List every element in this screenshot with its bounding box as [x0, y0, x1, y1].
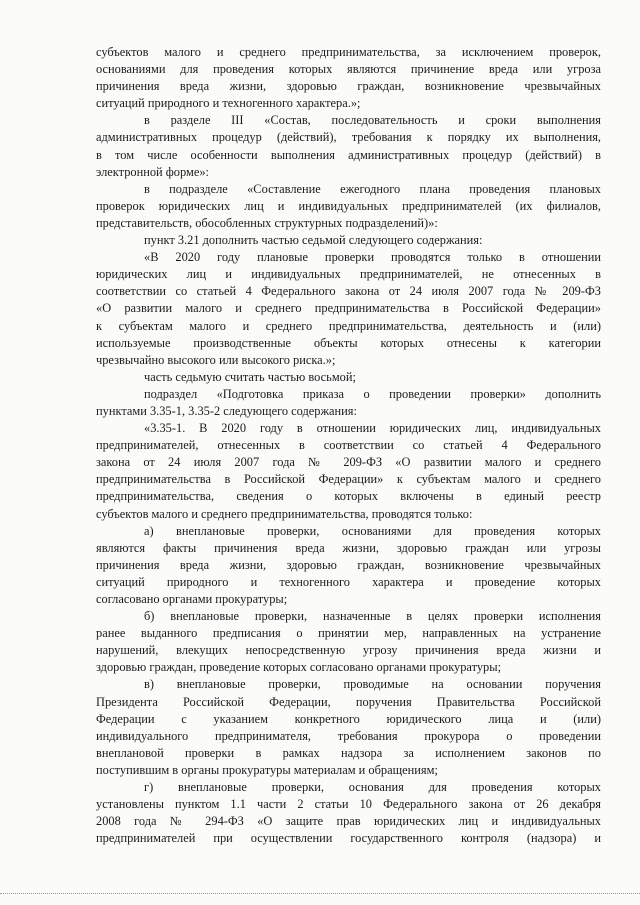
text-line: чрезвычайно высокого или высокого риска.»; [96, 352, 336, 367]
document-body [96, 44, 601, 847]
paragraph [96, 676, 601, 779]
text-line: электронной форме»: [96, 164, 209, 179]
page-bottom-edge [0, 893, 640, 894]
paragraph [96, 608, 601, 676]
text-line: «В 2020 году плановые проверки проводятся только в отношении [144, 250, 601, 265]
text-line: являются факты причинения вреда жизни, здоровью граждан или угрозы [96, 540, 601, 555]
text-line: используемые производственные объекты которых отнесены к категории [96, 335, 601, 350]
text-line: причинения вреда жизни, здоровью граждан, возникновение чрезвычайных [96, 557, 601, 572]
text-line: предпринимательства в Российской Федерации» к субъектам малого и среднего [96, 472, 601, 487]
text-line: установлены пунктом 1.1 части 2 статьи 10 Федерального закона от 26 декабря [96, 797, 601, 812]
paragraph [96, 44, 601, 112]
paragraph [96, 112, 601, 180]
paragraph [96, 369, 601, 386]
text-line: часть седьмую считать частью восьмой; [144, 369, 356, 384]
text-line: в том числе особенности выполнения административных процедур (действий) в [96, 147, 601, 162]
text-line: здоровью граждан, проведение которых согласовано органами прокуратуры; [96, 660, 502, 675]
text-line: предпринимателей при осуществлении государственного контроля (надзора) и [96, 831, 601, 846]
text-line: административных процедур (действий), требования к порядку их выполнения, [96, 130, 601, 145]
text-line: согласовано органами прокуратуры; [96, 592, 288, 606]
text-line: соответствии со статьей 4 Федерального закона от 24 июля 2007 года № 209-ФЗ [96, 284, 601, 299]
text-line: «3.35-1. В 2020 году в отношении юридических лиц, индивидуальных [144, 421, 601, 436]
text-line: представительств, обособленных структурных подразделений)»: [96, 215, 438, 230]
text-line: к субъектам малого и среднего предпринимательства, деятельность и (или) [96, 318, 601, 333]
text-line: Президента Российской Федерации, поручения Правительства Российской [96, 694, 601, 709]
text-line: поступившим в органы прокуратуры материалам и обращениям; [96, 762, 438, 777]
text-line: подраздел «Подготовка приказа о проведении проверки» дополнить [144, 386, 601, 401]
text-line: в подразделе «Составление ежегодного плана проведения плановых [144, 181, 601, 196]
text-line: б) внеплановые проверки, назначенные в целях проверки исполнения [144, 609, 601, 624]
text-line: закона от 24 июля 2007 года № 209-ФЗ «О развитии малого и среднего [96, 455, 601, 470]
paragraph [96, 420, 601, 523]
text-line: проверок юридических лиц и индивидуальных предпринимателей (их филиалов, [96, 198, 601, 213]
text-line: пунктами 3.35-1, 3.35-2 следующего содержания: [96, 403, 357, 418]
text-line: субъектов малого и среднего предпринимательства, за исключением проверок, [96, 45, 601, 59]
text-line: «О развитии малого и среднего предпринимательства в Российской Федерации» [96, 301, 601, 316]
text-line: основаниями для проведения которых являются причинение вреда или угроза [96, 62, 601, 77]
paragraph [96, 779, 601, 847]
text-line: а) внеплановые проверки, основаниями для проведения которых [144, 523, 601, 538]
text-line: 2008 года № 294-ФЗ «О защите прав юридических лиц и индивидуальных [96, 814, 601, 829]
text-line: внеплановой проверки в рамках надзора за исполнением законов по [96, 745, 601, 760]
paragraph [96, 386, 601, 420]
text-line: субъектов малого и среднего предпринимательства, проводятся только: [96, 506, 473, 521]
text-line: предпринимателей, отнесенных в соответствии со статьей 4 Федерального [96, 438, 601, 453]
text-line: в) внеплановые проверки, проводимые на основании поручения [144, 677, 601, 692]
paragraph [96, 249, 601, 369]
paragraph [96, 232, 601, 249]
text-line: юридических лиц и индивидуальных предпринимателей, не отнесенных в [96, 267, 601, 282]
text-line: г) внеплановые проверки, основания для проведения которых [144, 780, 601, 795]
paragraph [96, 181, 601, 232]
text-line: в разделе III «Состав, последовательность и сроки выполнения [144, 113, 601, 128]
text-line: пункт 3.21 дополнить частью седьмой следующего содержания: [144, 233, 483, 248]
text-line: нарушений, влекущих непосредственную угрозу причинения вреда жизни и [96, 643, 601, 658]
text-line: Федерации с указанием конкретного юридического лица и (или) [96, 711, 601, 726]
text-line: ситуаций природного и техногенного характера.»; [96, 96, 361, 111]
text-line: ситуаций природного и техногенного характера и проведение которых [96, 574, 601, 589]
text-line: ранее выданного предписания о принятии мер, направленных на устранение [96, 626, 601, 641]
paragraph [96, 523, 601, 608]
text-line: причинения вреда жизни, здоровью граждан, возникновение чрезвычайных [96, 79, 601, 94]
text-line: индивидуального предпринимателя, требования прокурора о проведении [96, 728, 601, 743]
text-line: предпринимательства, сведения о которых включены в единый реестр [96, 489, 601, 504]
